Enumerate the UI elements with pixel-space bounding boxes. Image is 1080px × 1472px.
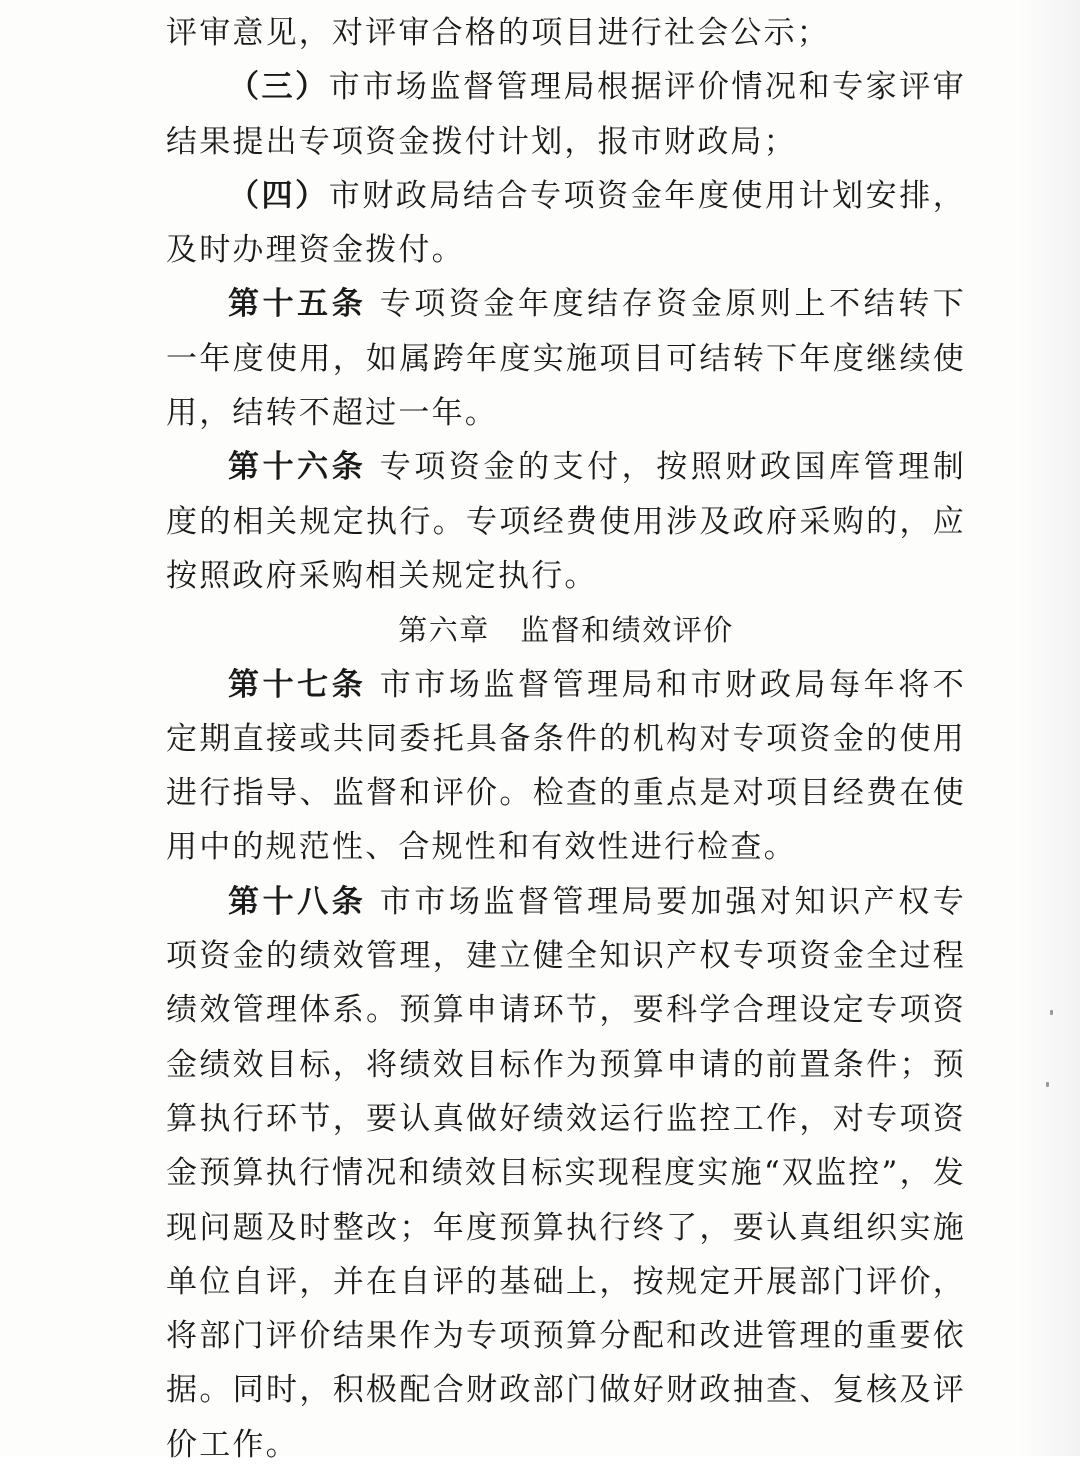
- paragraph-text: 市市场监督管理局根据评价情况和专家评审结果提出专项资金拨付计划，报市财政局；: [166, 69, 966, 160]
- article-text: 市市场监督管理局要加强对知识产权专项资金的绩效管理，建立健全知识产权专项资金全过程绩效管理体系。预算申请环节，要科学合理设定专项资金绩效目标，将绩效目标作为预算申请的前置条件；预算执行环节，要认真做好绩效运行监控工作，对专项资金预算执行情况和绩效目标实现程度实施“双监控”，发现问题及时整改；年度预算执行终了，要认真组织实施单位自评，并在自评的基础上，按规定开展部门评价，将部门评价结果作为专项预算分配和改进管理的重要依据。同时，积极配合财政部门做好财政抽查、复核及评价工作。: [166, 883, 966, 1463]
- scan-speck: [1050, 1010, 1053, 1015]
- article-17: [166, 658, 966, 875]
- paragraph-text: 评审意见，对评审合格的项目进行社会公示；: [166, 15, 830, 51]
- chapter-heading: 第六章 监督和绩效评价: [398, 613, 734, 648]
- paragraph-item-3: [166, 60, 966, 169]
- item-number: （四）: [228, 177, 329, 214]
- article-text: 专项资金年度结存资金原则上不结转下一年度使用，如属跨年度实施项目可结转下年度继续使用，结转不超过一年。: [166, 286, 966, 432]
- article-text: 市市场监督管理局和市财政局每年将不定期直接或共同委托具备条件的机构对专项资金的使用进行指导、监督和评价。检查的重点是对项目经费在使用中的规范性、合规性和有效性进行检查。: [166, 666, 966, 866]
- item-number: （三）: [228, 69, 329, 106]
- paragraph-text: 市财政局结合专项资金年度使用计划安排，及时办理资金拨付。: [166, 177, 966, 269]
- article-label: 第十七条: [228, 666, 367, 703]
- document-body: [166, 6, 966, 1472]
- article-label: 第十五条: [228, 286, 367, 323]
- article-18: [166, 875, 966, 1472]
- scan-speck: [1046, 1082, 1049, 1087]
- article-16: [166, 440, 966, 603]
- scan-edge-shading: [1020, 0, 1080, 1456]
- paragraph-item-4: [166, 169, 966, 278]
- article-15: [166, 277, 966, 440]
- article-label: 第十六条: [228, 449, 367, 486]
- article-text: 专项资金的支付，按照财政国库管理制度的相关规定执行。专项经费使用涉及政府采购的，应按照政府采购相关规定执行。: [166, 449, 966, 594]
- article-label: 第十八条: [228, 883, 367, 920]
- paragraph-review-opinion: [166, 6, 966, 60]
